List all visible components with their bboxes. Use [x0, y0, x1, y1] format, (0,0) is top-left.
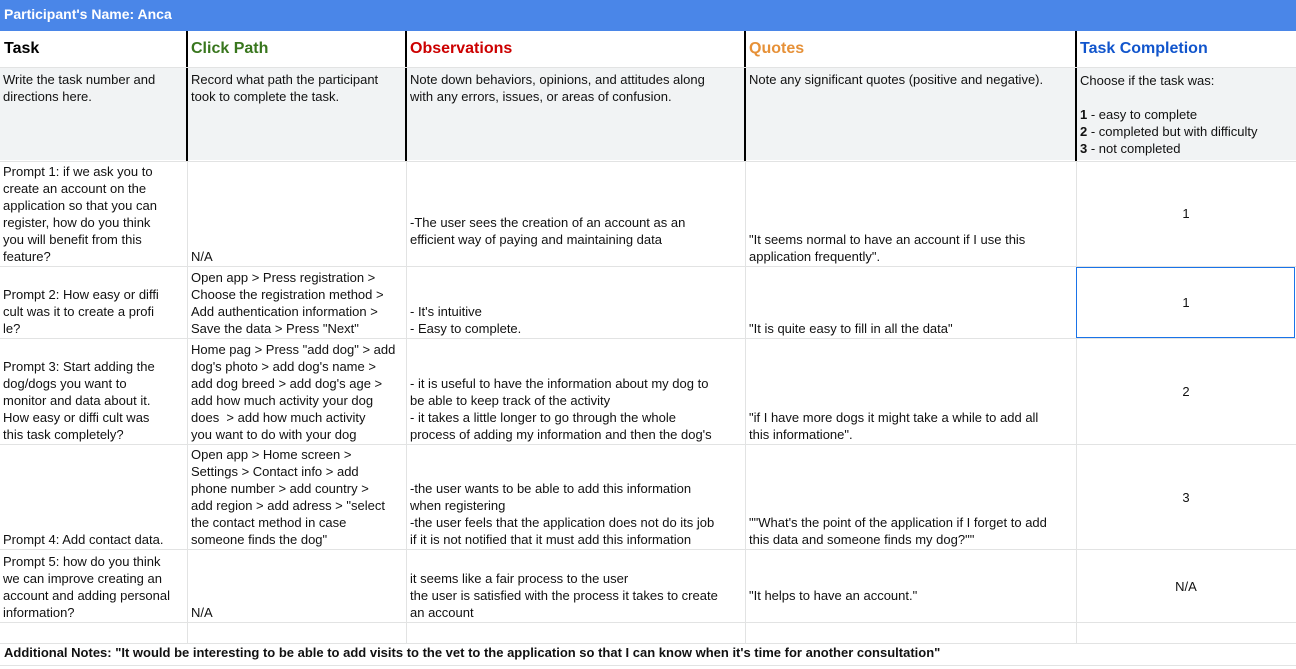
additional-notes[interactable]: Additional Notes: "It would be interesting to be able to add visits to the vet to the application so that I can know when it's time for another consultation" — [4, 645, 941, 660]
participant-name: Participant's Name: Anca — [4, 6, 172, 22]
desc-task-completion[interactable] — [1080, 72, 1292, 157]
row1-observations[interactable]: -The user sees the creation of an account as an efficient way of paying and maintaining data — [410, 215, 686, 247]
row4-quotes[interactable]: ""What's the point of the application if I forget to add this data and someone finds my dog?"" — [749, 515, 1047, 547]
completion-option-2: 2 - completed but with difficulty — [1080, 124, 1258, 139]
completion-option-3: 3 - not completed — [1080, 141, 1181, 156]
row3-click-path[interactable]: Home pag > Press "add dog" > add dog's photo > add dog's name > add dog breed > add dog's age > add how much activity your dog does > add how much activity you want to do with your dog — [191, 342, 396, 442]
row2-quotes[interactable]: "It is quite easy to fill in all the data" — [749, 321, 953, 336]
row-divider — [0, 67, 1296, 68]
col-divider — [744, 31, 746, 161]
selected-cell-outline — [1076, 267, 1295, 338]
row1-completion[interactable]: 1 — [1182, 206, 1190, 221]
col-divider — [745, 161, 746, 644]
header-observations[interactable]: Observations — [410, 40, 513, 57]
row5-task[interactable]: Prompt 5: how do you think we can improve creating an account and adding personal information? — [3, 554, 170, 620]
col-divider — [1076, 161, 1077, 644]
header-task-completion[interactable]: Task Completion — [1080, 40, 1208, 57]
desc-observations[interactable]: Note down behaviors, opinions, and attitudes along with any errors, issues, or areas of confusion. — [410, 72, 705, 104]
row5-click-path[interactable]: N/A — [191, 605, 213, 620]
row2-task[interactable]: Prompt 2: How easy or diffi cult was it to create a profi le? — [3, 287, 159, 336]
col-divider — [406, 161, 407, 644]
row2-observations[interactable]: - It's intuitive - Easy to complete. — [410, 304, 522, 336]
col-divider — [405, 31, 407, 161]
notes-divider — [0, 665, 1296, 666]
desc-task[interactable]: Write the task number and directions here. — [3, 72, 156, 104]
row4-completion[interactable]: 3 — [1182, 490, 1190, 505]
participant-banner[interactable] — [0, 0, 1296, 31]
row1-click-path[interactable]: N/A — [191, 249, 213, 264]
col-divider — [187, 161, 188, 644]
row1-quotes[interactable]: "It seems normal to have an account if I use this application frequently". — [749, 232, 1026, 264]
completion-option-1: 1 - easy to complete — [1080, 107, 1198, 122]
row3-task[interactable]: Prompt 3: Start adding the dog/dogs you want to monitor and data about it. How easy or diffi cult was this task completely? — [3, 359, 155, 442]
row3-quotes[interactable]: "if I have more dogs it might take a while to add all this informatione". — [749, 410, 1039, 442]
row4-task[interactable]: Prompt 4: Add contact data. — [3, 532, 164, 547]
row-divider — [0, 643, 1296, 644]
desc-quotes[interactable]: Note any significant quotes (positive and negative). — [749, 72, 1044, 87]
col-divider — [1075, 31, 1077, 161]
header-quotes[interactable]: Quotes — [749, 40, 805, 57]
row5-observations[interactable]: it seems like a fair process to the user the user is satisfied with the process it takes to create an account — [410, 571, 718, 620]
row3-completion[interactable]: 2 — [1182, 384, 1190, 399]
row1-task[interactable]: Prompt 1: if we ask you to create an account on the application so that you can register, how do you think you will benefit from this feature? — [3, 164, 157, 264]
completion-intro: Choose if the task was: — [1080, 73, 1215, 88]
desc-click-path[interactable]: Record what path the participant took to complete the task. — [191, 72, 379, 104]
row2-completion[interactable]: 1 — [1182, 295, 1190, 310]
header-task[interactable]: Task — [4, 40, 40, 57]
col-divider — [186, 31, 188, 161]
row4-observations[interactable]: -the user wants to be able to add this information when registering -the user feels that the application does not do its job if it is not notified that it must add this information — [410, 481, 715, 547]
row-divider — [0, 622, 1296, 623]
row5-completion[interactable]: N/A — [1175, 579, 1197, 594]
row5-quotes[interactable]: "It helps to have an account." — [749, 588, 918, 603]
header-click-path[interactable]: Click Path — [191, 40, 269, 57]
row3-observations[interactable]: - it is useful to have the information about my dog to be able to keep track of the activity - it takes a little longer to go through the whole process of adding my information and then the dog's — [410, 376, 712, 442]
row4-click-path[interactable]: Open app > Home screen > Settings > Contact info > add phone number > add country > add region > add adress > "select the contact method in case someone finds the dog" — [191, 447, 385, 547]
row2-click-path[interactable]: Open app > Press registration > Choose the registration method > Add authentication information > Save the data > Press "Next" — [191, 270, 384, 336]
